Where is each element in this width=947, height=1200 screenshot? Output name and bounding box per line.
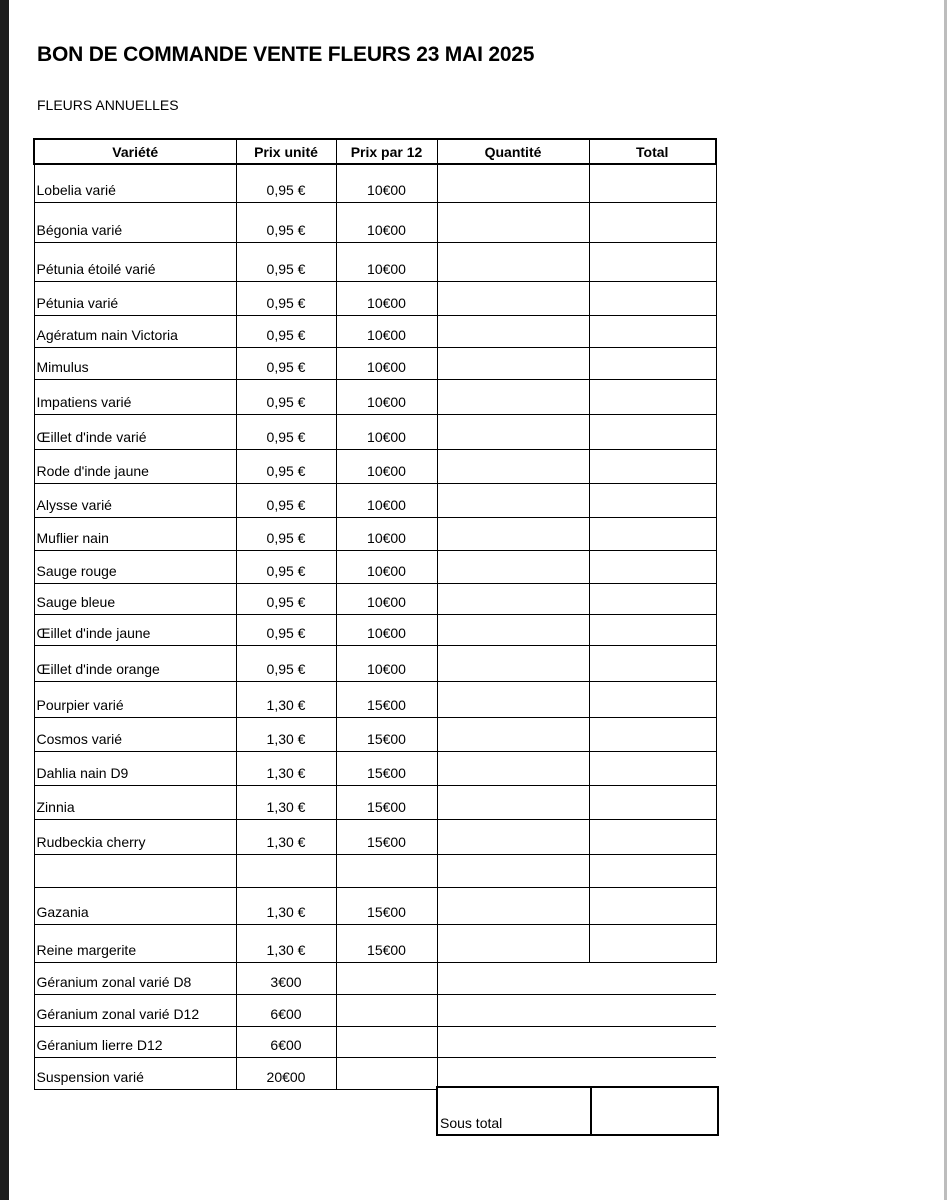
variety-cell	[34, 854, 236, 887]
total-cell	[589, 887, 716, 924]
unit-price-cell: 1,30 €	[236, 681, 336, 717]
total-cell	[589, 614, 716, 645]
variety-cell: Géranium zonal varié D8	[34, 962, 236, 994]
variety-cell: Rode d'inde jaune	[34, 449, 236, 483]
variety-cell: Sauge rouge	[34, 550, 236, 583]
table-row	[34, 924, 716, 962]
quantity-cell[interactable]	[437, 242, 589, 281]
total-cell	[589, 242, 716, 281]
header-prix-unite: Prix unité	[236, 139, 336, 164]
table-row	[34, 202, 716, 242]
unit-price-cell: 0,95 €	[236, 449, 336, 483]
price-per-12-cell: 10€00	[336, 281, 437, 315]
table-row	[34, 962, 716, 994]
variety-cell: Géranium lierre D12	[34, 1026, 236, 1057]
variety-cell: Cosmos varié	[34, 717, 236, 751]
price-per-12-cell: 15€00	[336, 924, 437, 962]
table-header-row	[34, 139, 716, 164]
table-body	[34, 164, 716, 1089]
quantity-cell[interactable]	[437, 962, 589, 994]
total-cell	[589, 379, 716, 414]
variety-cell: Gazania	[34, 887, 236, 924]
unit-price-cell: 3€00	[236, 962, 336, 994]
price-per-12-cell: 15€00	[336, 717, 437, 751]
total-cell	[589, 1057, 716, 1089]
unit-price-cell: 0,95 €	[236, 242, 336, 281]
variety-cell: Suspension varié	[34, 1057, 236, 1089]
table-row	[34, 550, 716, 583]
price-per-12-cell: 10€00	[336, 347, 437, 379]
price-per-12-cell: 15€00	[336, 785, 437, 819]
unit-price-cell: 0,95 €	[236, 379, 336, 414]
quantity-cell[interactable]	[437, 202, 589, 242]
total-cell	[589, 1026, 716, 1057]
section-title: FLEURS ANNUELLES	[37, 97, 179, 113]
page-title: BON DE COMMANDE VENTE FLEURS 23 MAI 2025	[37, 43, 535, 66]
table-row	[34, 414, 716, 449]
table-row	[34, 347, 716, 379]
quantity-cell[interactable]	[437, 449, 589, 483]
table-row	[34, 614, 716, 645]
variety-cell: Bégonia varié	[34, 202, 236, 242]
total-cell	[589, 785, 716, 819]
variety-cell: Agératum nain Victoria	[34, 315, 236, 347]
quantity-cell[interactable]	[437, 517, 589, 550]
total-cell	[589, 751, 716, 785]
subtotal-value[interactable]	[591, 1087, 718, 1135]
table-row	[34, 1026, 716, 1057]
table-row	[34, 281, 716, 315]
table-row	[34, 887, 716, 924]
unit-price-cell: 0,95 €	[236, 645, 336, 681]
quantity-cell[interactable]	[437, 681, 589, 717]
unit-price-cell: 1,30 €	[236, 717, 336, 751]
total-cell	[589, 517, 716, 550]
price-per-12-cell: 10€00	[336, 550, 437, 583]
price-per-12-cell: 10€00	[336, 379, 437, 414]
table-row	[34, 449, 716, 483]
price-per-12-cell: 10€00	[336, 449, 437, 483]
quantity-cell[interactable]	[437, 887, 589, 924]
table-row	[34, 483, 716, 517]
unit-price-cell: 6€00	[236, 994, 336, 1026]
quantity-cell[interactable]	[437, 1057, 589, 1089]
unit-price-cell: 0,95 €	[236, 164, 336, 202]
total-cell	[589, 347, 716, 379]
subtotal-label: Sous total	[437, 1087, 591, 1135]
quantity-cell[interactable]	[437, 819, 589, 854]
unit-price-cell: 0,95 €	[236, 281, 336, 315]
price-per-12-cell: 10€00	[336, 315, 437, 347]
price-per-12-cell: 10€00	[336, 614, 437, 645]
table-row	[34, 819, 716, 854]
quantity-cell[interactable]	[437, 645, 589, 681]
left-page-edge	[0, 0, 9, 1200]
variety-cell: Pourpier varié	[34, 681, 236, 717]
table-row	[34, 1057, 716, 1089]
unit-price-cell: 20€00	[236, 1057, 336, 1089]
table-row	[34, 583, 716, 614]
price-per-12-cell: 10€00	[336, 517, 437, 550]
variety-cell: Reine margerite	[34, 924, 236, 962]
quantity-cell[interactable]	[437, 379, 589, 414]
unit-price-cell: 0,95 €	[236, 550, 336, 583]
quantity-cell[interactable]	[437, 854, 589, 887]
unit-price-cell: 1,30 €	[236, 785, 336, 819]
price-per-12-cell: 10€00	[336, 414, 437, 449]
table-row	[34, 315, 716, 347]
total-cell	[589, 645, 716, 681]
price-per-12-cell: 15€00	[336, 681, 437, 717]
variety-cell: Zinnia	[34, 785, 236, 819]
unit-price-cell: 6€00	[236, 1026, 336, 1057]
unit-price-cell: 1,30 €	[236, 887, 336, 924]
unit-price-cell: 0,95 €	[236, 517, 336, 550]
quantity-cell[interactable]	[437, 164, 589, 202]
price-per-12-cell: 10€00	[336, 242, 437, 281]
quantity-cell[interactable]	[437, 1026, 589, 1057]
header-quantite: Quantité	[437, 139, 589, 164]
quantity-cell[interactable]	[437, 717, 589, 751]
price-per-12-cell	[336, 962, 437, 994]
total-cell	[589, 583, 716, 614]
table-row	[34, 751, 716, 785]
variety-cell: Pétunia varié	[34, 281, 236, 315]
order-table	[33, 138, 717, 1090]
header-variete: Variété	[34, 139, 236, 164]
variety-cell: Rudbeckia cherry	[34, 819, 236, 854]
unit-price-cell: 0,95 €	[236, 483, 336, 517]
variety-cell: Muflier nain	[34, 517, 236, 550]
table-row	[34, 681, 716, 717]
table-row	[34, 785, 716, 819]
quantity-cell[interactable]	[437, 751, 589, 785]
total-cell	[589, 164, 716, 202]
subtotal-row	[437, 1087, 718, 1135]
unit-price-cell: 1,30 €	[236, 751, 336, 785]
price-per-12-cell: 10€00	[336, 583, 437, 614]
table-row	[34, 379, 716, 414]
table-row	[34, 242, 716, 281]
quantity-cell[interactable]	[437, 315, 589, 347]
quantity-cell[interactable]	[437, 347, 589, 379]
variety-cell: Dahlia nain D9	[34, 751, 236, 785]
variety-cell: Œillet d'inde varié	[34, 414, 236, 449]
quantity-cell[interactable]	[437, 583, 589, 614]
total-cell	[589, 962, 716, 994]
price-per-12-cell: 15€00	[336, 819, 437, 854]
quantity-cell[interactable]	[437, 994, 589, 1026]
price-per-12-cell	[336, 994, 437, 1026]
quantity-cell[interactable]	[437, 414, 589, 449]
unit-price-cell	[236, 854, 336, 887]
total-cell	[589, 550, 716, 583]
total-cell	[589, 483, 716, 517]
price-per-12-cell	[336, 1057, 437, 1089]
table-row	[34, 517, 716, 550]
subtotal-box	[436, 1086, 719, 1136]
unit-price-cell: 1,30 €	[236, 924, 336, 962]
variety-cell: Sauge bleue	[34, 583, 236, 614]
table-row	[34, 645, 716, 681]
table-row	[34, 854, 716, 887]
variety-cell: Œillet d'inde jaune	[34, 614, 236, 645]
quantity-cell[interactable]	[437, 614, 589, 645]
variety-cell: Impatiens varié	[34, 379, 236, 414]
price-per-12-cell: 10€00	[336, 483, 437, 517]
table-row	[34, 994, 716, 1026]
price-per-12-cell: 10€00	[336, 202, 437, 242]
unit-price-cell: 0,95 €	[236, 614, 336, 645]
price-per-12-cell: 15€00	[336, 887, 437, 924]
total-cell	[589, 315, 716, 347]
header-prix-par-12: Prix par 12	[336, 139, 437, 164]
variety-cell: Pétunia étoilé varié	[34, 242, 236, 281]
unit-price-cell: 0,95 €	[236, 347, 336, 379]
quantity-cell[interactable]	[437, 924, 589, 962]
total-cell	[589, 414, 716, 449]
quantity-cell[interactable]	[437, 281, 589, 315]
quantity-cell[interactable]	[437, 550, 589, 583]
table-row	[34, 164, 716, 202]
total-cell	[589, 854, 716, 887]
total-cell	[589, 202, 716, 242]
quantity-cell[interactable]	[437, 483, 589, 517]
variety-cell: Alysse varié	[34, 483, 236, 517]
price-per-12-cell	[336, 854, 437, 887]
price-per-12-cell: 10€00	[336, 645, 437, 681]
unit-price-cell: 1,30 €	[236, 819, 336, 854]
quantity-cell[interactable]	[437, 785, 589, 819]
variety-cell: Œillet d'inde orange	[34, 645, 236, 681]
total-cell	[589, 281, 716, 315]
total-cell	[589, 819, 716, 854]
unit-price-cell: 0,95 €	[236, 414, 336, 449]
price-per-12-cell: 10€00	[336, 164, 437, 202]
variety-cell: Géranium zonal varié D12	[34, 994, 236, 1026]
unit-price-cell: 0,95 €	[236, 315, 336, 347]
total-cell	[589, 717, 716, 751]
total-cell	[589, 681, 716, 717]
price-per-12-cell: 15€00	[336, 751, 437, 785]
total-cell	[589, 924, 716, 962]
header-total: Total	[589, 139, 716, 164]
price-per-12-cell	[336, 1026, 437, 1057]
variety-cell: Lobelia varié	[34, 164, 236, 202]
total-cell	[589, 449, 716, 483]
table-row	[34, 717, 716, 751]
variety-cell: Mimulus	[34, 347, 236, 379]
unit-price-cell: 0,95 €	[236, 202, 336, 242]
unit-price-cell: 0,95 €	[236, 583, 336, 614]
total-cell	[589, 994, 716, 1026]
